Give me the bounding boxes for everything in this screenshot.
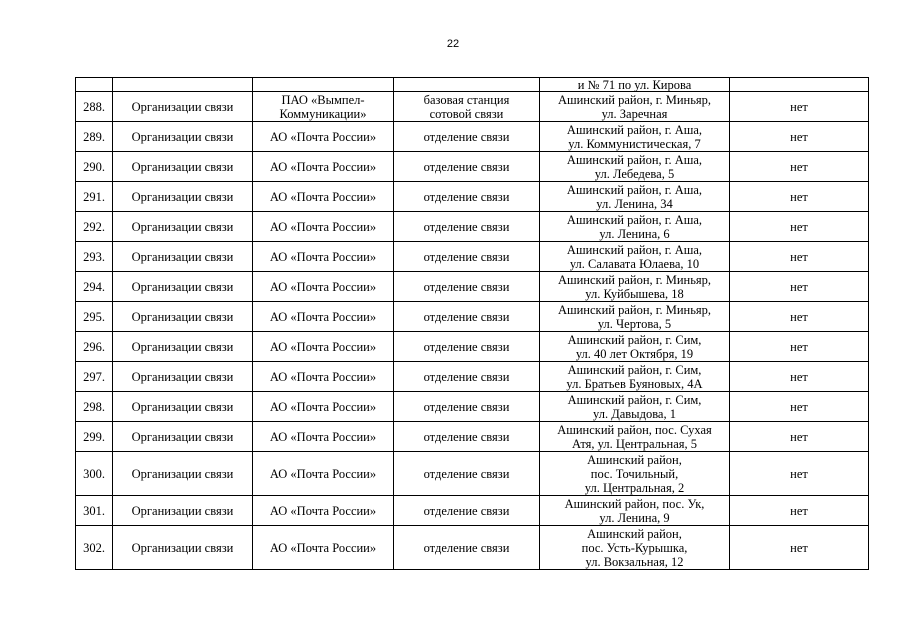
cell-address: Ашинский район, пос. Сухая Атя, ул. Центральная, 5	[540, 422, 730, 452]
cell-note: нет	[730, 182, 869, 212]
table-row	[76, 392, 869, 422]
table-row	[76, 122, 869, 152]
cell-category: Организации связи	[113, 212, 253, 242]
table-row	[76, 152, 869, 182]
cell-object: отделение связи	[394, 182, 540, 212]
cell-category: Организации связи	[113, 332, 253, 362]
cell-category: Организации связи	[113, 182, 253, 212]
cell-category: Организации связи	[113, 272, 253, 302]
cell-number: 300.	[76, 452, 113, 496]
cell-category: Организации связи	[113, 122, 253, 152]
cell-organization: АО «Почта России»	[253, 122, 394, 152]
cell-note	[730, 78, 869, 92]
cell-number: 289.	[76, 122, 113, 152]
cell-object: отделение связи	[394, 242, 540, 272]
cell-address: Ашинский район, г. Аша, ул. Салавата Юлаева, 10	[540, 242, 730, 272]
table-row	[76, 212, 869, 242]
cell-category: Организации связи	[113, 496, 253, 526]
cell-category: Организации связи	[113, 526, 253, 570]
cell-address: Ашинский район, г. Аша, ул. Ленина, 34	[540, 182, 730, 212]
cell-category: Организации связи	[113, 152, 253, 182]
cell-number: 288.	[76, 92, 113, 122]
cell-number: 290.	[76, 152, 113, 182]
cell-address: и № 71 по ул. Кирова	[540, 78, 730, 92]
cell-organization: АО «Почта России»	[253, 496, 394, 526]
cell-organization: АО «Почта России»	[253, 242, 394, 272]
cell-object: отделение связи	[394, 212, 540, 242]
cell-number: 296.	[76, 332, 113, 362]
cell-organization: АО «Почта России»	[253, 332, 394, 362]
table-row	[76, 332, 869, 362]
cell-note: нет	[730, 242, 869, 272]
cell-category	[113, 78, 253, 92]
cell-note: нет	[730, 152, 869, 182]
cell-note: нет	[730, 496, 869, 526]
cell-object: отделение связи	[394, 122, 540, 152]
cell-number: 294.	[76, 272, 113, 302]
cell-object: отделение связи	[394, 362, 540, 392]
table-row	[76, 242, 869, 272]
cell-object: отделение связи	[394, 496, 540, 526]
cell-object	[394, 78, 540, 92]
cell-address: Ашинский район, г. Миньяр, ул. Заречная	[540, 92, 730, 122]
cell-category: Организации связи	[113, 92, 253, 122]
table-row	[76, 422, 869, 452]
cell-note: нет	[730, 212, 869, 242]
cell-address: Ашинский район, г. Аша, ул. Ленина, 6	[540, 212, 730, 242]
cell-address: Ашинский район, пос. Точильный, ул. Центральная, 2	[540, 452, 730, 496]
page-number: 22	[446, 38, 460, 50]
cell-number	[76, 78, 113, 92]
table-row	[76, 362, 869, 392]
cell-object: отделение связи	[394, 302, 540, 332]
table-row	[76, 272, 869, 302]
cell-number: 291.	[76, 182, 113, 212]
cell-number: 292.	[76, 212, 113, 242]
cell-number: 295.	[76, 302, 113, 332]
cell-organization: АО «Почта России»	[253, 452, 394, 496]
table-row	[76, 452, 869, 496]
cell-address: Ашинский район, г. Сим, ул. 40 лет Октября, 19	[540, 332, 730, 362]
cell-number: 298.	[76, 392, 113, 422]
cell-object: отделение связи	[394, 422, 540, 452]
cell-number: 302.	[76, 526, 113, 570]
cell-object: отделение связи	[394, 392, 540, 422]
cell-address: Ашинский район, г. Сим, ул. Братьев Буяновых, 4А	[540, 362, 730, 392]
table-row	[76, 302, 869, 332]
cell-category: Организации связи	[113, 422, 253, 452]
cell-organization: АО «Почта России»	[253, 392, 394, 422]
cell-category: Организации связи	[113, 302, 253, 332]
cell-object: базовая станция сотовой связи	[394, 92, 540, 122]
table-row	[76, 526, 869, 570]
cell-note: нет	[730, 452, 869, 496]
table-row	[76, 92, 869, 122]
cell-note: нет	[730, 332, 869, 362]
cell-organization: ПАО «Вымпел- Коммуникации»	[253, 92, 394, 122]
cell-organization: АО «Почта России»	[253, 422, 394, 452]
cell-address: Ашинский район, г. Аша, ул. Коммунистическая, 7	[540, 122, 730, 152]
cell-note: нет	[730, 302, 869, 332]
cell-note: нет	[730, 526, 869, 570]
cell-address: Ашинский район, пос. Ук, ул. Ленина, 9	[540, 496, 730, 526]
cell-category: Организации связи	[113, 362, 253, 392]
cell-organization: АО «Почта России»	[253, 362, 394, 392]
cell-object: отделение связи	[394, 152, 540, 182]
cell-address: Ашинский район, пос. Усть-Курышка, ул. Вокзальная, 12	[540, 526, 730, 570]
table-row	[76, 496, 869, 526]
cell-organization: АО «Почта России»	[253, 152, 394, 182]
cell-organization: АО «Почта России»	[253, 212, 394, 242]
cell-address: Ашинский район, г. Миньяр, ул. Чертова, 5	[540, 302, 730, 332]
cell-object: отделение связи	[394, 332, 540, 362]
cell-object: отделение связи	[394, 272, 540, 302]
table-row	[76, 182, 869, 212]
cell-organization	[253, 78, 394, 92]
cell-organization: АО «Почта России»	[253, 526, 394, 570]
cell-number: 301.	[76, 496, 113, 526]
cell-organization: АО «Почта России»	[253, 182, 394, 212]
cell-note: нет	[730, 92, 869, 122]
cell-object: отделение связи	[394, 452, 540, 496]
cell-object: отделение связи	[394, 526, 540, 570]
cell-address: Ашинский район, г. Миньяр, ул. Куйбышева, 18	[540, 272, 730, 302]
cell-note: нет	[730, 392, 869, 422]
cell-note: нет	[730, 362, 869, 392]
cell-note: нет	[730, 422, 869, 452]
cell-number: 293.	[76, 242, 113, 272]
cell-number: 299.	[76, 422, 113, 452]
cell-organization: АО «Почта России»	[253, 302, 394, 332]
cell-organization: АО «Почта России»	[253, 272, 394, 302]
cell-address: Ашинский район, г. Сим, ул. Давыдова, 1	[540, 392, 730, 422]
cell-category: Организации связи	[113, 392, 253, 422]
cell-category: Организации связи	[113, 452, 253, 496]
cell-address: Ашинский район, г. Аша, ул. Лебедева, 5	[540, 152, 730, 182]
facilities-table	[75, 77, 869, 570]
cell-number: 297.	[76, 362, 113, 392]
table-row-continuation	[76, 78, 869, 92]
table-body	[76, 78, 869, 570]
cell-note: нет	[730, 272, 869, 302]
cell-note: нет	[730, 122, 869, 152]
cell-category: Организации связи	[113, 242, 253, 272]
